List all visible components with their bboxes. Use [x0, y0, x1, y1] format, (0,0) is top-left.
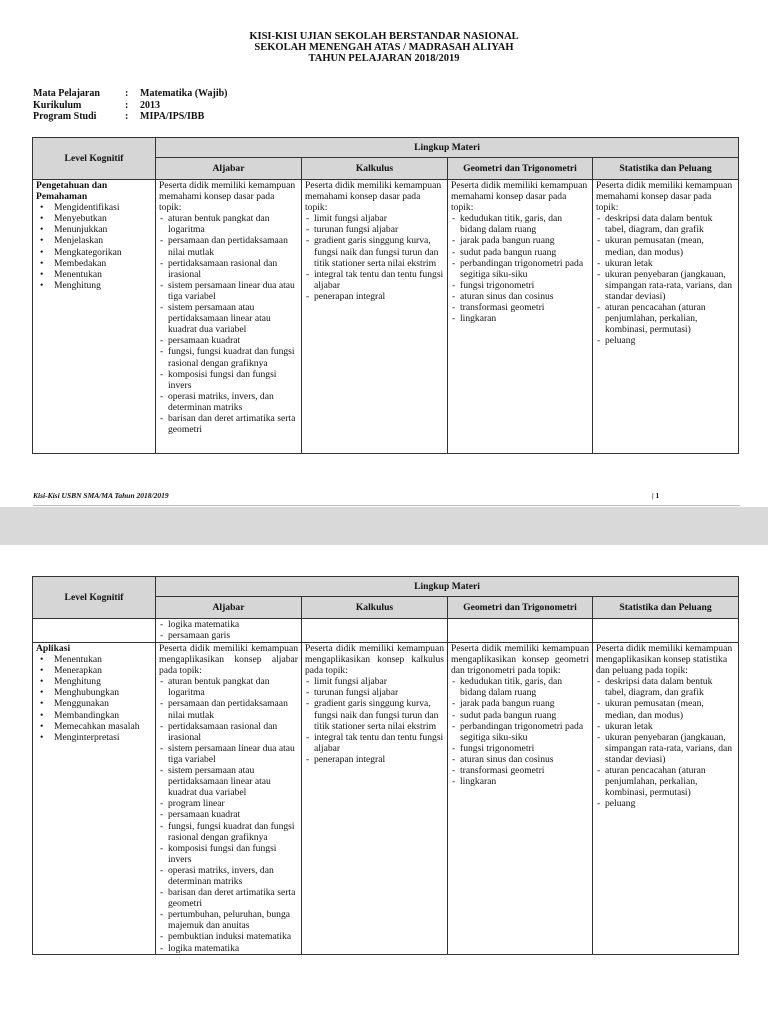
lingkup-header: Lingkup Materi	[156, 577, 739, 597]
list-item: - penerapan integral	[305, 754, 444, 765]
intro-text: Peserta didik memiliki kemampuan memahami konsep dasar pada topik:	[305, 180, 442, 214]
list-item: - integral tak tentu dan tentu fungsi aljabar	[305, 269, 444, 291]
list-item: - pertidaksamaan rasional dan irasional	[159, 258, 298, 280]
subject-info-row: Program Studi : MIPA/IPS/IBB	[33, 111, 205, 122]
footer-text: Kisi-Kisi USBN SMA/MA Tahun 2018/2019	[33, 491, 169, 500]
lingkup-header: Lingkup Materi	[156, 138, 739, 158]
geometri-cell	[448, 643, 593, 955]
list-item: - pertidaksamaan rasional dan irasional	[159, 721, 298, 743]
list-item: - penerapan integral	[305, 291, 444, 302]
statistika-cell	[593, 180, 739, 454]
list-item: - persamaan kuadrat	[159, 335, 298, 346]
statistika-cell	[593, 643, 739, 955]
level-title: Pengetahuan dan Pemahaman	[36, 180, 108, 203]
topic-list	[451, 213, 589, 324]
list-item: - sistem persamaan linear dua atau tiga variabel	[159, 743, 298, 765]
list-item: - komposisi fungsi dan fungsi invers	[159, 843, 298, 865]
list-item: - komposisi fungsi dan fungsi invers	[159, 369, 298, 391]
col-header-statistika: Statistika dan Peluang	[593, 597, 739, 619]
list-item: - aturan pencacahan (aturan penjumlahan, perkalian, kombinasi, permutasi)	[596, 765, 735, 798]
list-item: - aturan sinus dan cosinus	[451, 291, 589, 302]
list-item: - perbandingan trigonometri pada segitiga siku-siku	[451, 721, 589, 743]
list-item: • Menjelaskan	[36, 235, 152, 246]
list-item: - transformasi geometri	[451, 765, 589, 776]
info-value: Matematika (Wajib)	[140, 88, 228, 99]
list-item: - kedudukan titik, garis, dan bidang dalam ruang	[451, 676, 589, 698]
header-line-1: KISI-KISI UJIAN SEKOLAH BERSTANDAR NASIONAL	[249, 31, 519, 42]
intro-text: Peserta didik memiliki kemampuan mengaplikasikan konsep kalkulus pada topik:	[305, 643, 444, 677]
list-item: - aturan sinus dan cosinus	[451, 754, 589, 765]
list-item: - pertumbuhan, peluruhan, bunga majemuk dan anuitas	[159, 909, 298, 931]
level-header: Level Kognitif	[33, 138, 156, 180]
list-item: • Membandingkan	[36, 710, 152, 721]
col-header-kalkulus: Kalkulus	[302, 597, 448, 619]
info-key: Kurikulum	[33, 99, 82, 111]
aljabar-cell-continued	[156, 619, 302, 643]
list-item: - ukuran penyebaran (jangkauan, simpangan rata-rata, varians, dan standar deviasi)	[596, 732, 735, 765]
footer-divider	[33, 505, 740, 506]
info-key: Mata Pelajaran	[33, 88, 100, 99]
list-item: • Menggunakan	[36, 698, 152, 709]
list-item: • Menerapkan	[36, 665, 152, 676]
geometri-cell	[448, 180, 593, 454]
list-item: - logika matematika	[159, 619, 298, 630]
subject-info-row: Mata Pelajaran : Matematika (Wajib)	[33, 88, 228, 99]
topic-list	[159, 676, 298, 953]
topic-list	[305, 213, 444, 302]
aljabar-cell	[156, 180, 302, 454]
list-item: - limit fungsi aljabar	[305, 676, 444, 687]
list-item: - limit fungsi aljabar	[305, 213, 444, 224]
list-item: - gradient garis singgung kurva, fungsi naik dan fungsi turun dan titik stationer serta nilai ekstrim	[305, 698, 444, 731]
intro-text: Peserta didik memiliki kemampuan mengaplikasikan konsep statistika dan peluang pada topik:	[596, 643, 733, 677]
list-item: • Menghitung	[36, 280, 152, 291]
list-item: • Menentukan	[36, 654, 152, 665]
list-item: - turunan fungsi aljabar	[305, 224, 444, 235]
topic-list	[596, 676, 735, 809]
grid-table-page-1	[32, 137, 739, 454]
list-item: - persamaan dan pertidaksamaan nilai mutlak	[159, 235, 298, 257]
topic-list	[305, 676, 444, 765]
list-item: - transformasi geometri	[451, 302, 589, 313]
list-item: • Membedakan	[36, 258, 152, 269]
list-item: - lingkaran	[451, 776, 589, 787]
info-value: 2013	[140, 99, 160, 111]
list-item: - fungsi trigonometri	[451, 280, 589, 291]
info-value: MIPA/IPS/IBB	[140, 111, 205, 122]
list-item: - integral tak tentu dan tentu fungsi aljabar	[305, 732, 444, 754]
list-item: - aturan bentuk pangkat dan logaritma	[159, 213, 298, 235]
list-item: - logika matematika	[159, 943, 298, 954]
list-item: • Menyebutkan	[36, 213, 152, 224]
list-item: - ukuran letak	[596, 721, 735, 732]
topic-list	[451, 676, 589, 787]
list-item: - program linear	[159, 798, 298, 809]
col-header-kalkulus: Kalkulus	[302, 158, 448, 180]
list-item: - barisan dan deret artimatika serta geometri	[159, 887, 298, 909]
list-item: • Menginterpretasi	[36, 732, 152, 743]
subject-info	[33, 88, 228, 123]
list-item: - operasi matriks, invers, dan determinan matriks	[159, 391, 298, 413]
intro-text: Peserta didik memiliki kemampuan mengaplikasikan konsep geometri dan trigonometri pada topik:	[451, 643, 589, 677]
list-item: - deskripsi data dalam bentuk tabel, diagram, dan grafik	[596, 213, 735, 235]
list-item: • Menunjukkan	[36, 224, 152, 235]
intro-text: Peserta didik memiliki kemampuan memahami konsep dasar pada topik:	[451, 180, 588, 214]
list-item: - ukuran penyebaran (jangkauan, simpangan rata-rata, varians, dan standar deviasi)	[596, 269, 735, 302]
list-item: - operasi matriks, invers, dan determinan matriks	[159, 865, 298, 887]
list-item: • Menentukan	[36, 269, 152, 280]
list-item: - persamaan dan pertidaksamaan nilai mutlak	[159, 698, 298, 720]
list-item: - jarak pada bangun ruang	[451, 698, 589, 709]
document-page-2	[0, 545, 768, 1024]
page-footer	[33, 491, 740, 500]
list-item: - persamaan garis	[159, 630, 298, 641]
list-item: • Menghitung	[36, 676, 152, 687]
list-item: - sistem persamaan atau pertidaksamaan linear atau kuadrat dua variabel	[159, 765, 298, 798]
document-page-1	[0, 0, 768, 507]
list-item: - turunan fungsi aljabar	[305, 687, 444, 698]
grid-table-page-2	[32, 576, 739, 955]
level-header: Level Kognitif	[33, 577, 156, 619]
list-item: - ukuran letak	[596, 258, 735, 269]
level-list	[36, 654, 152, 743]
list-item: - aturan bentuk pangkat dan logaritma	[159, 676, 298, 698]
list-item: - ukuran pemusatan (mean, median, dan modus)	[596, 235, 735, 257]
col-header-aljabar: Aljabar	[156, 597, 302, 619]
level-title: Aplikasi	[36, 643, 71, 654]
col-header-geometri: Geometri dan Trigonometri	[448, 158, 593, 180]
list-item: - pembuktian induksi matematika	[159, 931, 298, 942]
kalkulus-cell	[302, 643, 448, 955]
level-cell	[33, 643, 156, 955]
list-item: - sistem persamaan atau pertidaksamaan linear atau kuadrat dua variabel	[159, 302, 298, 335]
page-number: | 1	[652, 491, 660, 500]
list-item: - aturan pencacahan (aturan penjumlahan, perkalian, kombinasi, permutasi)	[596, 302, 735, 335]
topic-list	[159, 619, 298, 641]
list-item: - ukuran pemusatan (mean, median, dan modus)	[596, 698, 735, 720]
col-header-aljabar: Aljabar	[156, 158, 302, 180]
list-item: - deskripsi data dalam bentuk tabel, diagram, dan grafik	[596, 676, 735, 698]
list-item: - fungsi, fungsi kuadrat dan fungsi rasional dengan grafiknya	[159, 821, 298, 843]
list-item: • Menghubungkan	[36, 687, 152, 698]
list-item: • Memecahkan masalah	[36, 721, 152, 732]
list-item: - jarak pada bangun ruang	[451, 235, 589, 246]
list-item: - lingkaran	[451, 313, 589, 324]
level-list	[36, 202, 152, 291]
list-item: • Mengkategorikan	[36, 247, 152, 258]
aljabar-cell	[156, 643, 302, 955]
list-item: - fungsi trigonometri	[451, 743, 589, 754]
list-item: - peluang	[596, 798, 735, 809]
list-item: - gradient garis singgung kurva, fungsi naik dan fungsi turun dan titik stationer serta nilai ekstrim	[305, 235, 444, 268]
header-line-2: SEKOLAH MENENGAH ATAS / MADRASAH ALIYAH	[254, 42, 514, 53]
info-key: Program Studi	[33, 111, 97, 122]
header-line-3: TAHUN PELAJARAN 2018/2019	[308, 53, 460, 64]
intro-text: Peserta didik memiliki kemampuan mengaplikasikan konsep aljabar pada topik:	[159, 643, 298, 677]
topic-list	[596, 213, 735, 346]
list-item: - sudut pada bangun ruang	[451, 710, 589, 721]
col-header-geometri: Geometri dan Trigonometri	[448, 597, 593, 619]
intro-text: Peserta didik memiliki kemampuan memahami konsep dasar pada topik:	[159, 180, 296, 214]
topic-list	[159, 213, 298, 435]
list-item: - barisan dan deret artimatika serta geometri	[159, 413, 298, 435]
list-item: - kedudukan titik, garis, dan bidang dalam ruang	[451, 213, 589, 235]
intro-text: Peserta didik memiliki kemampuan memahami konsep dasar pada topik:	[596, 180, 733, 214]
col-header-statistika: Statistika dan Peluang	[593, 158, 739, 180]
list-item: - persamaan kuadrat	[159, 809, 298, 820]
subject-info-row: Kurikulum : 2013	[33, 99, 160, 111]
list-item: - sistem persamaan linear dua atau tiga variabel	[159, 280, 298, 302]
list-item: - fungsi, fungsi kuadrat dan fungsi rasional dengan grafiknya	[159, 346, 298, 368]
list-item: - peluang	[596, 335, 735, 346]
kalkulus-cell	[302, 180, 448, 454]
level-cell-continued	[33, 619, 156, 643]
level-cell	[33, 180, 156, 454]
list-item: • Mengidentifikasi	[36, 202, 152, 213]
document-header	[0, 31, 768, 64]
list-item: - sudut pada bangun ruang	[451, 247, 589, 258]
list-item: - perbandingan trigonometri pada segitiga siku-siku	[451, 258, 589, 280]
